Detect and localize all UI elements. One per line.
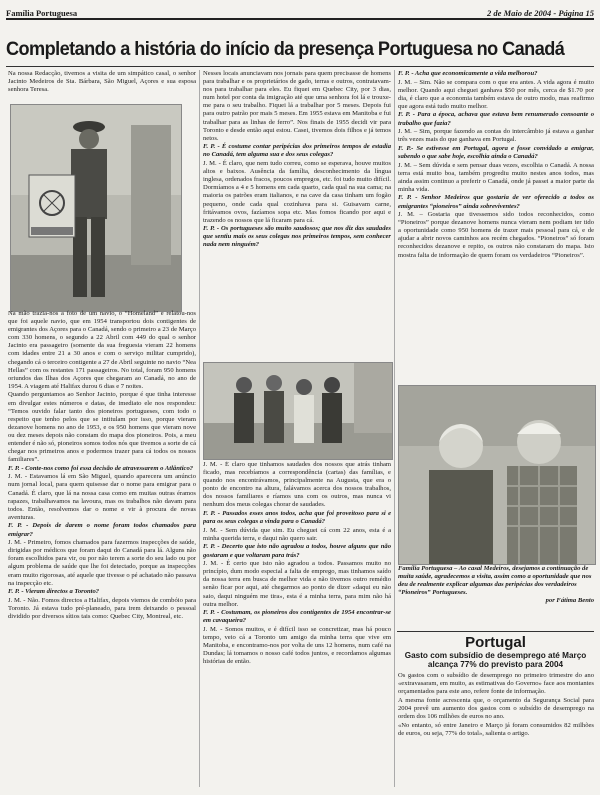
photo-man-with-flag	[10, 104, 182, 312]
col2-q3: F. P. - Passados esses anos todos, acha que foi proveitoso para si e para os seus colegas a vinda para o Canadá?	[203, 510, 391, 526]
col3-q4: F. P. - Senhor Medeiros que gostaria de ver oferecido a todos os emigrantes “pioneiros” ainda sobreviventes?	[398, 194, 594, 210]
col2-a3: J. M. - Sem dúvida que sim. Eu cheguei cá com 22 anos, esta é a minha querida terra, e daqui não quero sair.	[203, 526, 391, 542]
col2-q1: F. P. - É costume contar peripécias dos primeiros tempos de estadia no Canadá, tem alguma sua e dos seus colegas?	[203, 143, 391, 159]
col3-a4: J. M. – Gostaria que tivessemos sido todos reconhecidos, como “Pioneiros” porque dezanove homens nunca vieram nem podiam ter tido a oportunidade como 950 homens de trazer mais pessoal para cá, e de ajudar a abrir novos caminhos aos recém chegados. “Pioneiros” só foram reconhecidos dezanove e repito, os outros não constaram do mapa. Isto mostra falta de informação de quem foram os verdadeiros “Pioneiros”.	[398, 211, 594, 259]
section-name: Família Portuguesa	[6, 8, 78, 18]
intro-paragraph: Na nossa Redacção, tivemos a visita de um simpático casal, o senhor Jacinto Medeiros de Sta. Bárbara, São Miguel, Açores e sua esposa senhora Teresa.	[8, 70, 196, 94]
photo-couple-image	[399, 386, 595, 564]
col2-a1: J. M. - É claro, que nem tudo correu, como se esperava, houve muitos altos e baixos. Ausência da família, desconhecimento da língua inglesa, ordenados fracos, poucos empregos, etc. foi tudo muito difícil. Dormíamos a 4 e 5 homens em cada quarto, cada qual na sua cama; na maioria os patrões eram italianos, e na cave da casa tinham um fogão pequeno, onde cada qual cozinhava para si. Guisavam carne, fritávamos ovos, fazíamos sopa etc. Mas fomos ficando por aqui e trazendo os nossos que lá ficaram para cá.	[203, 160, 391, 224]
column-1-body	[8, 310, 196, 788]
headline: Completando a história do início da presença Portuguesa no Canadá	[6, 38, 565, 60]
col2-p1: Nesses locais anunciavam nos jornais para quem precisasse de homens para trabalhar e os proprietários de gado, terras e outros, contratavam-nos para trabalhar para eles. Eu fiquei em Quebec City, por 3 dias, num hotel por conta da imigração até que uma senhora foi lá e trouxe-me para o seu trabalho. Fiquei lá a trabalhar por 5 meses. Depois fui para outro patrão por mais 5 meses. Em 1955 estava em Manitoba e fui trabalhar para as linhas de ferro”. Nos finais de 1955 decidi vir para Toronto e desde então aqui estou. Casei, tivemos dois filhos e já temos netos.	[203, 70, 391, 142]
col1-a2: J. M. - Primeiro, fomos chamados para fazermos inspecções de saúde, dirigidas por médicos que foram daqui do Canadá para lá. Alguns não foram escolhidos para vir, ou por não terem a sorte do seu lado ou por algum problema de saúde que lhe foi detectado, porque as inspecções eram muito rigorosas, até aquele que tivesse o pé achatado não passava na inspecção etc.	[8, 539, 196, 587]
photo-group-of-men	[203, 362, 393, 460]
date-page: 2 de Maio de 2004 - Página 15	[487, 8, 594, 18]
portugal-p1: Os gastos com o subsídio de desemprego no primeiro trimestre do ano «extravasaram, em muito, as estimativas do Governo» face aos montantes orçamentados para este ano, refere fonte de informação.	[398, 672, 594, 696]
col1-q3: F. P. - Vieram directos a Toronto?	[8, 588, 100, 596]
col3-a3: J. M. – Sem dúvida e sem pensar duas vezes, escolhia o Canadá. A nossa terra está muito boa, também progrediu muito nestes anos todos, mas ainda assim continuo a preferir o Canadá, onde já passei a maior parte da minha vida.	[398, 161, 594, 193]
col3-a1: J. M. – Sim. Não se compara com o que era antes. A vida agora é muito melhor. Quando aqui cheguei ganhava $50 por mês, cerca de $1.70 por dia, é claro que a economia também estava de outro modo, mas reafirmo que agora está tudo muito melhor.	[398, 78, 594, 110]
column-2-top	[203, 70, 391, 360]
photo-man-with-flag-image	[11, 105, 181, 311]
photo-group-image	[204, 363, 392, 459]
col2-q5: F. P. - Costumam, os pioneiros dos contigentes de 1954 encontrar-se em cavaqueira?	[203, 609, 391, 625]
column-1-intro	[8, 70, 196, 104]
column-divider-2	[394, 70, 395, 787]
col1-a1: J. M. - Estavamos lá em São Miguel, quando aparecera um anúncio num jornal local, para quem quisesse dar o nome para emigrar para o Canadá. É claro, que lá na nossa casa como em muitas outras éramos rapazes, trabalhavamos na lavoura, mas os trabalhos não davam para todos. Então, resolvemos dar o nome e vir à procura de novas aventuras.	[8, 473, 196, 521]
headline-rule	[6, 66, 594, 67]
portugal-kicker: Portugal	[397, 631, 594, 651]
col2-a4: J. M. - É certo que isto não agradou a todos. Passamos muito no princípio, dum modo especial a falta de emprego, mas tinhamos saído da nossa terra em busca de melhor vida e não tivemos outro remédio senão ficar por aqui, até chegarmos ao ponto de dizer «daqui eu não saio, daqui ninguém me tira», esta é a minha terra, para mim não há outra melhor.	[203, 560, 391, 608]
col2-q4: F. P. - Decerto que isto não agradou a todos, houve alguns que não gostaram e que voltaram para trás?	[203, 543, 391, 559]
col1-p2: Quando perguntamos ao Senhor Jacinto, porque é que tinha interesse em divulgar estes números e datas, de imediato ele nos respondeu: “Temos ouvido falar tanto dos pioneiros portugueses, com todo o respeito que tenho pelos que se intitulam por isso, porque vieram dezanove homens no ano de 1953, e os 950 homens que vieram nove ou dez meses depois não constam do mapa dos pioneiros. Pois, a meu entender é não só, pioneiros somos todos nós que tivemos a sorte de cá chegar nos primeiros anos e podermos trazer para cá todos os nossos familiares”.	[8, 391, 196, 464]
col3-a2: J. M. – Sim, porque fazendo as contas do intercâmbio já estava a ganhar três vezes mais do que ganhava em Portugal.	[398, 128, 594, 144]
column-2-bottom	[203, 461, 391, 788]
byline: por Fátima Bento	[545, 597, 594, 604]
col1-q1: F. P. - Conte-nos como foi essa decisão de atravessarem o Atlântico?	[8, 464, 194, 472]
photo-caption	[398, 565, 594, 605]
portugal-headline: Gasto com subsídio de desemprego até Março alcança 77% do previsto para 2004	[404, 651, 587, 670]
portugal-p2: A mesma fonte acrescenta que, o orçamento da Segurança Social para 2004 prevê um aumento dos gastos com o subsídio de desemprego na ordem dos 106 milhões de euros no ano.	[398, 696, 594, 720]
col1-q2: F. P. - Depois de darem o nome foram todos chamados para emigrar?	[8, 522, 196, 538]
col1-a3: J. M. - Não. Fomos directos a Halifax, depois viemos de combóio para Toronto. Já estava tudo pré-planeado, para irem deixando o pessoal dividido por diversos sítios tais como: Quebec City, Montreal, etc.	[8, 596, 196, 620]
col3-q2: F. P. - Para a época, achava que estava bem renumerado consoante o trabalho que fazia?	[398, 111, 594, 127]
col2-a2: J. M. - É claro que tinhamos saudades dos nossos que atrás tinham ficado, mas recebíamos a correspondência (cartas) das famílias, e quando nos encontrávamos, principalmente na Augusta, que era o ponto de encontro na altura, falávamos acerca dos nossos trabalhos, dos nossos familiares e ríamos uns com os outros, mas nunca vi nenhum dos meus colegas chorar de saudades.	[203, 461, 391, 509]
col2-a5: J. M. - Somos muitos, e é difícil isso se concretizar, mas há pouco tempo, veio cá a Toronto um amigo da minha terra que vive em Manitoba, e encontramo-nos por volta de uns 12 homens, num café na Dundas; lá tomamos o nosso café todos juntos, e recordamos algumas histórias de então.	[203, 625, 391, 666]
caption-text: Família Portuguesa – Ao casal Medeiros, desejamos a continuação de muita saúde, agradecemos a visita, assim como a oportunidade que nos deu de realmente explicar algumas das peripécias dos verdadeiros “Pioneiros” Portugueses.	[398, 565, 592, 596]
col2-q2: F. P. - Os portugueses são muito saudosos; que nos diz das saudades que sentiu mais os seus colegas nos primeiros tempos, sem conhecer nada nem ninguém?	[203, 225, 391, 249]
photo-medeiros-couple	[398, 385, 596, 565]
column-3-top	[398, 70, 594, 382]
column-divider-1	[199, 70, 200, 787]
col1-p1: Na mão trazia-nos a foto de um navio, o “Homeland” e relatou-nos que foi aquele navio, que em 1954 transportou dois contigentes de emigrantes dos Açores para o Canadá, sendo o primeiro a 23 de Março com 330 homens, o segundo a 22 Abril com 449 do qual o senhor Jacinto era passageiro (somente da sua freguesia vieram 22 homens com idades entre 21 a 30 anos e com o serviço militar cumprido), chegando cá o terceiro contigente a 27 de Abril seguinte no navio “Nea Hellas” com os restantes 171 passageiros. No total, foram 950 homens oriundos das Ilhas dos Açores que chegaram ao Canadá, no ano de 1954. A viagem até Halifax durou 6 dias e 7 noites.	[8, 310, 196, 390]
portugal-body	[398, 672, 594, 789]
col3-q1: F. P. - Acha que economicamente a vida melhorou?	[398, 70, 538, 77]
col3-q3: F. P.- Se estivesse em Portugal, agora e fosse convidado a emigrar, sabendo o que sabe hoje, escolhia ainda o Canadá?	[398, 144, 594, 160]
page-header	[6, 4, 594, 20]
portugal-p3: «No entanto, só entre Janeiro e Março já foram consumidos 82 milhões de euros, ou seja, 77% do total», salienta o artigo.	[398, 721, 594, 737]
